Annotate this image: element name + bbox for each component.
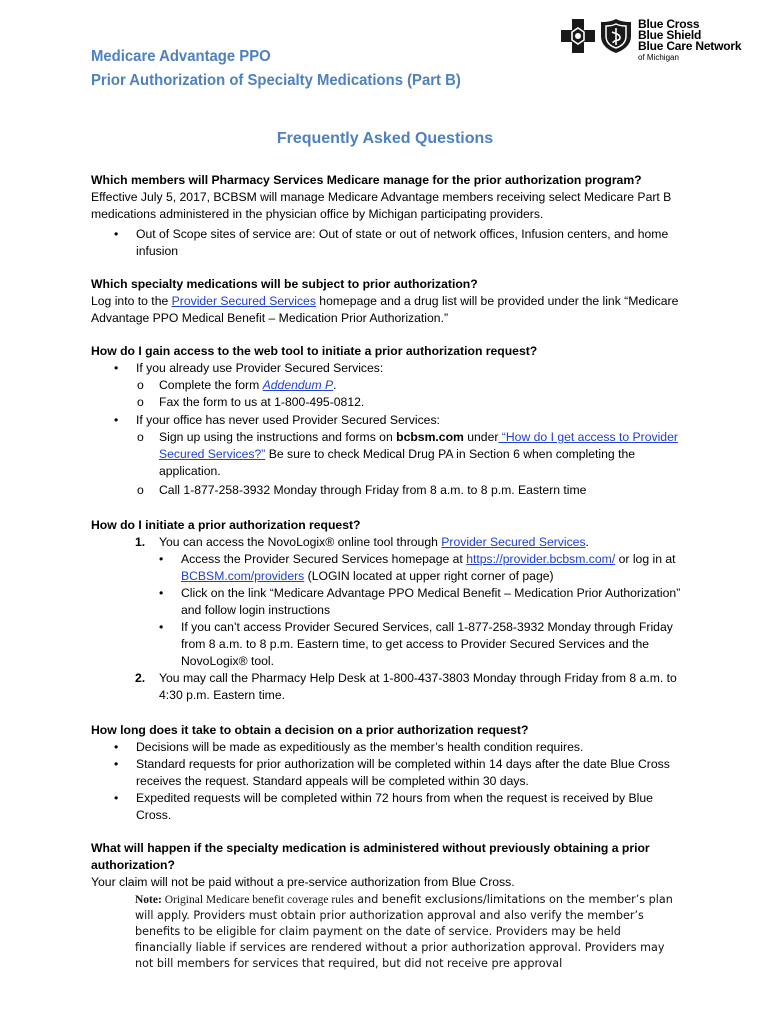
faq-question: Which members will Pharmacy Services Medicare manage for the prior authorization program? [91, 173, 642, 187]
logo-line-2: Blue Shield [638, 28, 702, 42]
faq-question: How do I gain access to the web tool to initiate a prior authorization request? [91, 344, 538, 358]
faq-answer: Your claim will not be paid without a pre-service authorization from Blue Cross. [91, 875, 515, 889]
blue-cross-icon [560, 18, 596, 54]
list-item: o Call 1-877-258-3932 Monday through Friday from 8 a.m. to 8 p.m. Eastern time [137, 483, 587, 497]
list-item: • If you already use Provider Secured Services: [114, 361, 384, 375]
list-item: o Sign up using the instructions and forms on bcbsm.com under “How do I get access to Provider Secured Services?” Be sure to check Medical Drug PA in Section 6 when completing the application. [137, 430, 678, 478]
blue-shield-icon [600, 18, 632, 54]
logo-line-3: Blue Care Network [638, 39, 742, 53]
list-number: 2. [135, 671, 146, 685]
list-item: • If your office has never used Provider Secured Services: [114, 413, 440, 427]
note-paragraph: Note: Original Medicare benefit coverage rules and benefit exclusions/limitations on the member’s plan will apply. Providers must obtain prior authorization approval and also verify the member’s benefits to be eligible for claim payment on the date of service. Providers may be held financially liable if services are rendered without a prior authorization approval. Providers may not bill members for services that required, but did not receive pre approval [135, 893, 673, 970]
faq-section-initiate [91, 517, 691, 704]
list-item: o Complete the form Addendum P. [137, 378, 337, 392]
faq-question: How long does it take to obtain a decision on a prior authorization request? [91, 723, 529, 737]
faq-content [91, 172, 691, 988]
bcbsm-providers-link[interactable]: BCBSM.com/providers [181, 569, 305, 583]
list-item: • Decisions will be made as expeditiously as the member’s health condition requires. [114, 740, 584, 754]
list-item: • Click on the link “Medicare Advantage PPO Medical Benefit – Medication Prior Authorization” and follow login instructions [159, 586, 681, 617]
circle-bullet-icon: o [137, 378, 144, 392]
bullet-icon: • [114, 757, 119, 771]
note-label: Note: [135, 894, 162, 906]
circle-bullet-icon: o [137, 430, 144, 444]
provider-secured-services-link[interactable]: Provider Secured Services [171, 294, 316, 308]
bullet-icon: • [114, 361, 119, 375]
circle-bullet-icon: o [137, 395, 144, 409]
bullet-icon: • [114, 740, 119, 754]
list-number: 1. [135, 535, 146, 549]
bullet-icon: • [114, 791, 119, 805]
addendum-p-link[interactable]: Addendum P [262, 378, 334, 392]
list-item: • Out of Scope sites of service are: Out of state or out of network offices, Infusion centers, and home infusion [114, 227, 669, 258]
list-item: o Fax the form to us at 1-800-495-0812. [137, 395, 365, 409]
get-access-link[interactable]: “How do I get access to Provider Secured Services?” [159, 430, 678, 461]
list-item: 2. You may call the Pharmacy Help Desk at 1-800-437-3803 Monday through Friday from 8 a.m. to 4:30 p.m. Eastern time. [135, 671, 677, 702]
document-subtitle: Prior Authorization of Specialty Medications (Part B) [91, 72, 461, 89]
faq-heading: Frequently Asked Questions [276, 130, 494, 147]
faq-section-no-authorization [91, 840, 691, 972]
bcbs-logo [560, 18, 741, 63]
logo-line-1: Blue Cross [638, 17, 700, 31]
faq-question: What will happen if the specialty medication is administered without previously obtaining a prior authorization? [91, 841, 650, 872]
list-item: • If you can’t access Provider Secured Services, call 1-877-258-3932 Monday through Friday from 8 a.m. to 8 p.m. Eastern time, to get access to Provider Secured Services and the NovoLogix® tool. [159, 620, 673, 668]
faq-section-access [91, 343, 691, 499]
faq-section-medications [91, 276, 691, 327]
provider-secured-services-link[interactable]: Provider Secured Services [441, 535, 586, 549]
faq-answer: Effective July 5, 2017, BCBSM will manage Medicare Advantage members receiving select Medicare Part B medications administered in the physician office by Michigan participating providers. [91, 190, 672, 221]
faq-answer: Log into to the Provider Secured Services homepage and a drug list will be provided under the link “Medicare Advantage PPO Medical Benefit – Medication Prior Authorization.” [91, 294, 679, 325]
logo-line-4: of Michigan [638, 53, 679, 62]
bullet-icon: • [114, 227, 119, 241]
list-item: • Expedited requests will be completed within 72 hours from when the request is received by Blue Cross. [114, 791, 653, 822]
list-item: • Access the Provider Secured Services homepage at https://provider.bcbsm.com/ or log in at BCBSM.com/providers (LOGIN located at upper right corner of page) [159, 552, 676, 583]
faq-section-decision-time [91, 722, 691, 824]
faq-question: Which specialty medications will be subject to prior authorization? [91, 277, 478, 291]
faq-section-members [91, 172, 691, 260]
faq-question: How do I initiate a prior authorization request? [91, 518, 361, 532]
bullet-icon: • [159, 552, 164, 566]
bullet-icon: • [114, 413, 119, 427]
list-item: 1. You can access the NovoLogix® online tool through Provider Secured Services. [135, 535, 589, 549]
provider-bcbsm-url-link[interactable]: https://provider.bcbsm.com/ [466, 552, 616, 566]
circle-bullet-icon: o [137, 483, 144, 497]
bullet-icon: • [159, 586, 164, 600]
bullet-icon: • [159, 620, 164, 634]
list-item: • Standard requests for prior authorization will be completed within 14 days after the date Blue Cross receives the request. Standard appeals will be completed within 30 days. [114, 757, 670, 788]
document-title: Medicare Advantage PPO [91, 48, 271, 65]
